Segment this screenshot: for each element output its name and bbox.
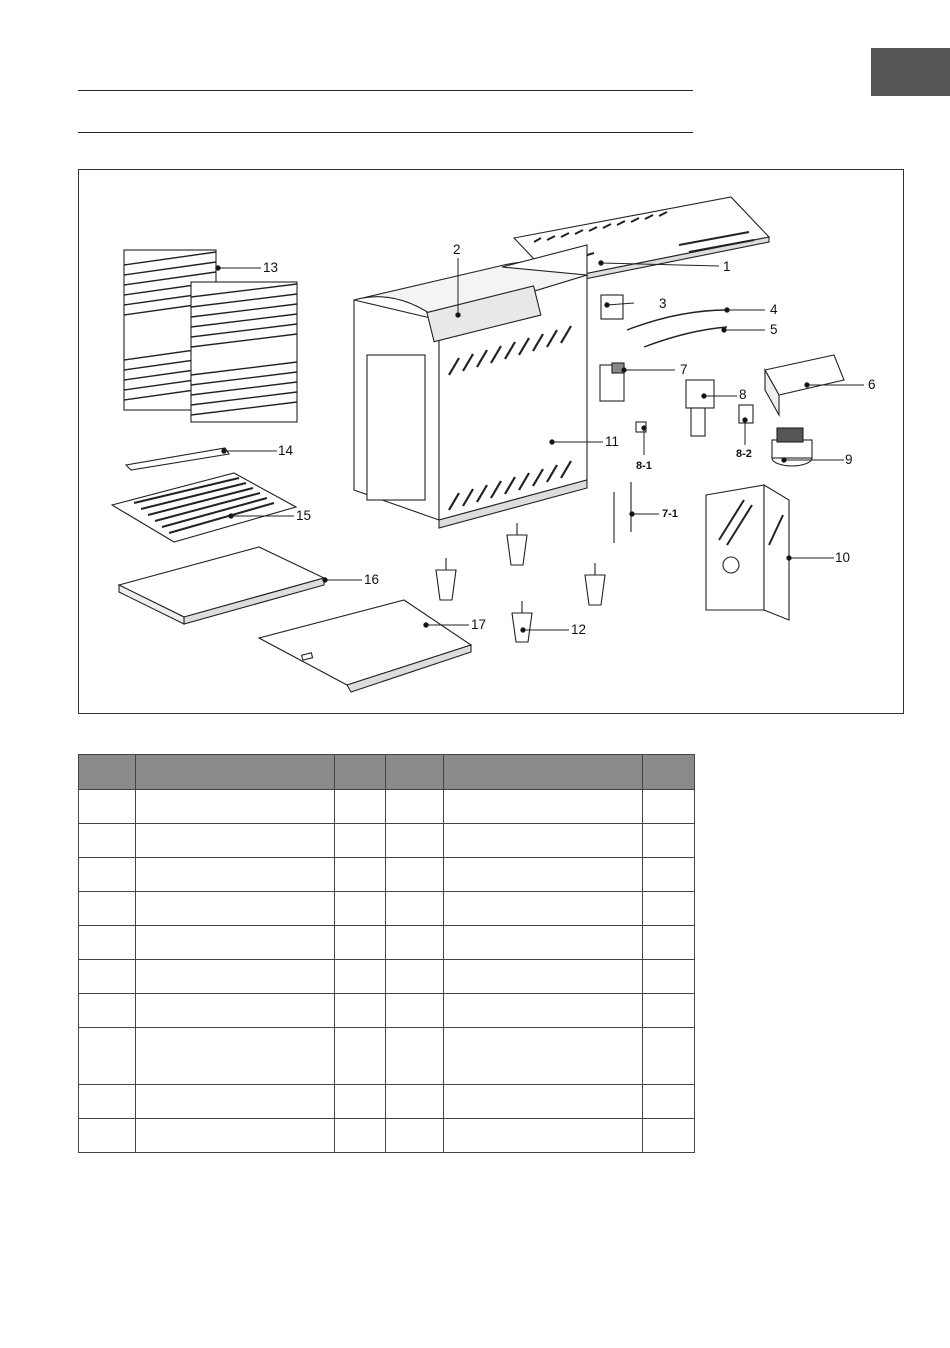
- header-cell-qty: [335, 755, 386, 790]
- table-row: [79, 858, 695, 892]
- header-cell-qty-2: [643, 755, 695, 790]
- heading-rule-top: [78, 90, 693, 91]
- callout-7-1: 7-1: [662, 508, 678, 520]
- table-row: [79, 790, 695, 824]
- table-row: [79, 1085, 695, 1119]
- table-row: [79, 824, 695, 858]
- callout-16: 16: [364, 572, 380, 587]
- header-cell-description: [136, 755, 335, 790]
- part-11-housing: [354, 245, 587, 528]
- callout-8-1: 8-1: [636, 460, 652, 472]
- part-17-plate: [259, 600, 471, 692]
- callout-8-2: 8-2: [736, 448, 752, 460]
- callout-2: 2: [453, 242, 461, 257]
- part-14-bar: [126, 448, 229, 470]
- table-row: [79, 1119, 695, 1153]
- part-7-1-wires: [614, 482, 631, 543]
- part-15-grate: [112, 473, 296, 542]
- part-7-igniter: [600, 363, 624, 401]
- exploded-view-diagram: [78, 169, 904, 714]
- part-5-hose: [644, 327, 727, 347]
- table-row: [79, 960, 695, 994]
- header-cell-no: [79, 755, 136, 790]
- callout-3: 3: [659, 296, 667, 311]
- callout-6: 6: [868, 377, 876, 392]
- part-8-valve: [686, 380, 714, 436]
- table-row: [79, 892, 695, 926]
- language-tab: [871, 48, 950, 96]
- callout-1: 1: [723, 259, 731, 274]
- callout-17: 17: [471, 617, 487, 632]
- callout-5: 5: [770, 322, 778, 337]
- parts-list-table: [78, 754, 695, 1153]
- part-10-control-box: [706, 485, 789, 620]
- callout-11: 11: [605, 434, 620, 449]
- table-row: [79, 994, 695, 1028]
- callout-9: 9: [845, 452, 853, 467]
- heading-rule-bottom: [78, 132, 693, 133]
- callout-7: 7: [680, 362, 688, 377]
- table-row: [79, 1028, 695, 1085]
- header-cell-description-2: [444, 755, 643, 790]
- part-4-hose: [627, 310, 727, 330]
- callout-8: 8: [739, 387, 747, 402]
- part-3-bracket: [601, 295, 623, 319]
- part-13-racks: [124, 250, 297, 422]
- table-header-row: [79, 755, 695, 790]
- callout-4: 4: [770, 302, 778, 317]
- part-16-tray: [119, 547, 324, 624]
- header-cell-no-2: [386, 755, 444, 790]
- callout-14: 14: [278, 443, 294, 458]
- callout-12: 12: [571, 622, 587, 637]
- callout-13: 13: [263, 260, 279, 275]
- callout-10: 10: [835, 550, 851, 565]
- table-row: [79, 926, 695, 960]
- callout-15: 15: [296, 508, 312, 523]
